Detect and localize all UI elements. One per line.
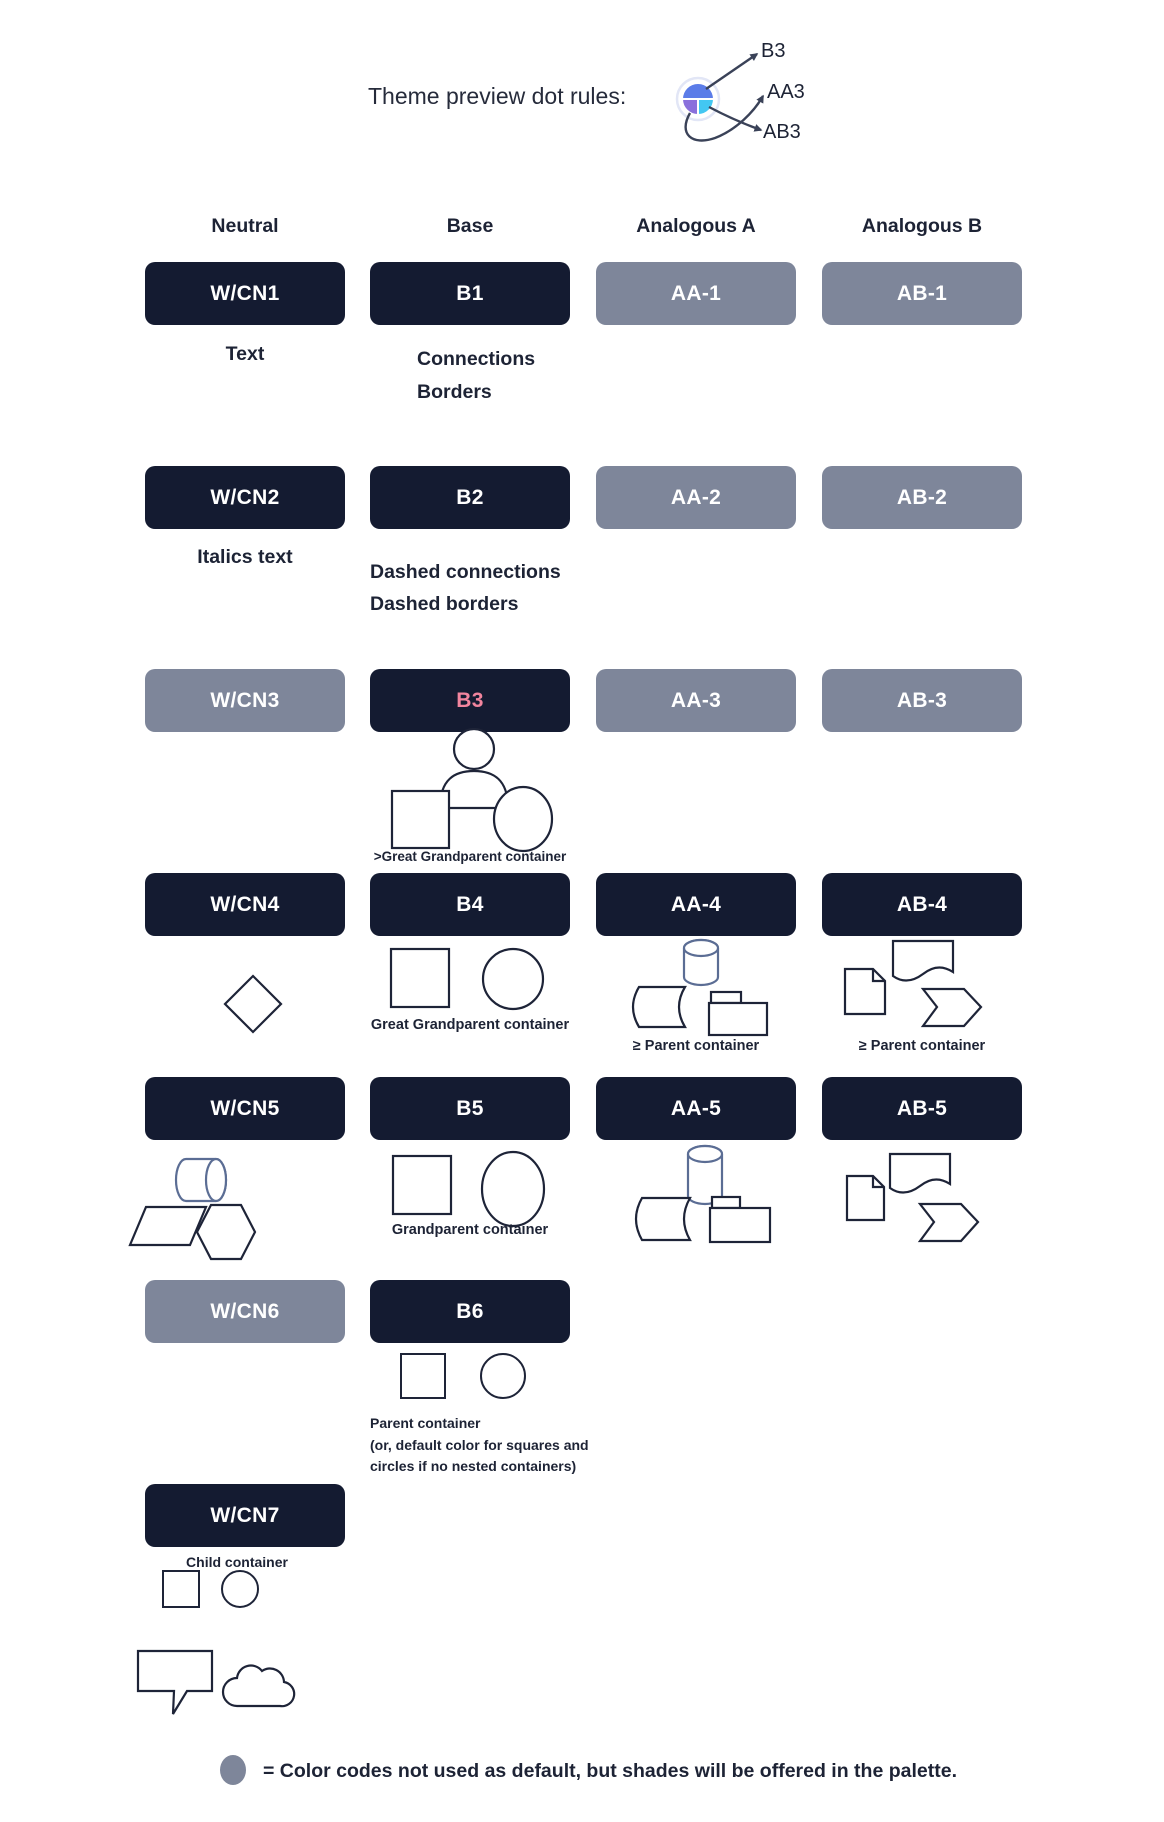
swatch-wcn6[interactable]: W/CN6: [145, 1280, 345, 1343]
wcn4-figure: [222, 973, 284, 1035]
swatch-aa3[interactable]: AA-3: [596, 669, 796, 732]
wavy-document-shape: [893, 941, 953, 981]
square-shape: [401, 1354, 445, 1398]
swatch-wcn2[interactable]: W/CN2: [145, 466, 345, 529]
caption-parent-container: Parent container: [370, 1415, 481, 1431]
aa5-figure: [628, 1140, 778, 1248]
swatch-wcn1[interactable]: W/CN1: [145, 262, 345, 325]
caption-connections-borders: [417, 343, 535, 409]
caption-b3-figure: >Great Grandparent container: [373, 849, 567, 864]
column-header-base: Base: [446, 215, 494, 237]
swatch-b4[interactable]: B4: [370, 873, 570, 936]
caption-dashed-connections: Dashed connections: [370, 561, 561, 583]
circle-shape: [222, 1571, 258, 1607]
stored-data-shape: [633, 987, 685, 1027]
swatch-aa2[interactable]: AA-2: [596, 466, 796, 529]
wcn7-figure: [158, 1566, 268, 1612]
ab4-figure: [835, 935, 995, 1033]
swatch-b6[interactable]: B6: [370, 1280, 570, 1343]
document-shape: [845, 969, 885, 1014]
swatch-aa1[interactable]: AA-1: [596, 262, 796, 325]
caption-b4-figure: Great Grandparent container: [370, 1017, 570, 1033]
square-shape: [163, 1571, 199, 1607]
b3-figure: [387, 727, 567, 853]
circle-shape: [481, 1354, 525, 1398]
folder-shape: [709, 1003, 767, 1035]
caption-ab4-figure: ≥ Parent container: [858, 1038, 986, 1054]
footer-note: = Color codes not used as default, but shades will be offered in the palette.: [263, 1760, 957, 1782]
chevron-shape: [920, 1204, 978, 1241]
square-shape: [392, 791, 449, 848]
square-shape: [393, 1156, 451, 1214]
dot-label-aa3: AA3: [767, 81, 805, 103]
swatch-ab4[interactable]: AB-4: [822, 873, 1022, 936]
b4-figure: [385, 945, 555, 1013]
diamond-shape: [225, 976, 281, 1032]
caption-borders: Borders: [417, 381, 492, 403]
caption-parent-note-2: circles if no nested containers): [370, 1458, 577, 1474]
column-header-neutral: Neutral: [211, 215, 279, 237]
caption-b5-figure: Grandparent container: [391, 1222, 549, 1238]
dot-label-b3: B3: [761, 40, 786, 62]
circle-shape: [494, 787, 552, 851]
column-header-analogous-a: Analogous A: [636, 215, 756, 237]
theme-preview-dot-icon: [640, 28, 850, 168]
swatch-b2[interactable]: B2: [370, 466, 570, 529]
cloud-shape: [223, 1666, 294, 1707]
swatch-ab3[interactable]: AB-3: [822, 669, 1022, 732]
swatch-ab1[interactable]: AB-1: [822, 262, 1022, 325]
caption-aa4-figure: ≥ Parent container: [632, 1038, 760, 1054]
arrow-to-b3: [706, 54, 757, 89]
caption-connections: Connections: [417, 348, 536, 370]
cylinder-top-shape: [684, 940, 718, 956]
swatch-ab2[interactable]: AB-2: [822, 466, 1022, 529]
caption-parent-note-1: (or, default color for squares and: [370, 1436, 589, 1453]
b5-figure: [385, 1148, 555, 1230]
square-shape: [391, 949, 449, 1007]
cylinder-top-shape: [688, 1146, 722, 1162]
legend-gray-dot-icon: [220, 1755, 246, 1785]
swatch-b1[interactable]: B1: [370, 262, 570, 325]
circle-shape: [482, 1152, 544, 1226]
ab5-figure: [838, 1148, 988, 1248]
wavy-document-shape: [890, 1154, 950, 1193]
hexagon-shape: [197, 1205, 255, 1259]
parallelogram-shape: [130, 1207, 206, 1245]
swatch-aa4[interactable]: AA-4: [596, 873, 796, 936]
folder-shape: [710, 1208, 770, 1242]
circle-shape: [483, 949, 543, 1009]
speech-bubble-shape: [138, 1651, 212, 1714]
person-head-shape: [454, 729, 494, 769]
stored-data-shape: [636, 1198, 690, 1240]
swatch-ab5[interactable]: AB-5: [822, 1077, 1022, 1140]
wcn5-figure: [122, 1145, 262, 1265]
aa4-figure: [625, 935, 775, 1037]
chevron-shape: [923, 989, 981, 1026]
folder-tab-shape: [712, 1197, 740, 1208]
swatch-b5[interactable]: B5: [370, 1077, 570, 1140]
swatch-b3[interactable]: B3: [370, 669, 570, 732]
caption-italics-text: Italics text: [197, 546, 293, 568]
wcn7-extra-figure: [128, 1643, 296, 1719]
dot-label-ab3: AB3: [763, 121, 801, 143]
folder-tab-shape: [711, 992, 741, 1003]
caption-dashed-borders: Dashed borders: [370, 593, 519, 615]
b6-figure: [395, 1350, 535, 1402]
swatch-wcn5[interactable]: W/CN5: [145, 1077, 345, 1140]
page-title: Theme preview dot rules:: [368, 83, 627, 109]
swatch-wcn7[interactable]: W/CN7: [145, 1484, 345, 1547]
column-header-analogous-b: Analogous B: [861, 215, 983, 237]
caption-b6-figure: [370, 1413, 589, 1478]
swatch-wcn3[interactable]: W/CN3: [145, 669, 345, 732]
horizontal-cylinder-rim-shape: [206, 1159, 226, 1201]
caption-wcn7-figure: Child container: [186, 1554, 288, 1570]
document-shape: [847, 1176, 884, 1220]
swatch-wcn4[interactable]: W/CN4: [145, 873, 345, 936]
caption-text: Text: [225, 343, 265, 365]
swatch-aa5[interactable]: AA-5: [596, 1077, 796, 1140]
caption-dashed: [370, 556, 561, 620]
